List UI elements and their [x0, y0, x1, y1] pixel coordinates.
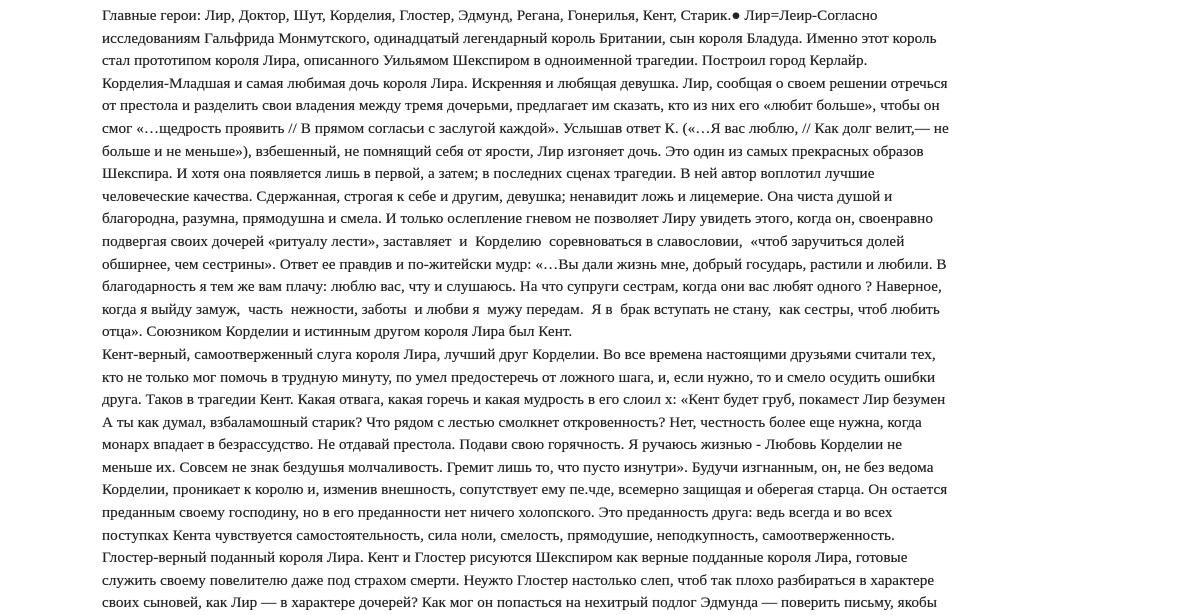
- text-line: друга. Таков в трагедии Кент. Какая отвага, какая горечь и какая мудрость в его слоил х: «Кент будет груб, покамест Лир безумен: [102, 391, 946, 409]
- text-line: человеческие качества. Сдержанная, строгая к себе и другим, девушка; ненавидит ложь и лицемерие. Она чиста душой и: [102, 187, 893, 205]
- text-line: кто не только мог помочь в трудную минуту, по умел предостеречь от ложного шага, и, если нужно, то и смело осудить ошибки: [102, 368, 936, 386]
- text-line: А ты как думал, взбаламошный старик? Что рядом с лестью смолкнет откровенность? Нет, честность более еще нужна, когда: [102, 413, 922, 431]
- text-line: поступках Кента чувствуется самостоятельность, сила ноли, смелость, прямодушие, неподкупность, самоотверженность.: [102, 526, 895, 544]
- text-line: меньше их. Совсем не знак бездушья молчаливость. Гремит лишь то, что пусто изнутри». Будучи изгнанным, он, не без ведома: [102, 458, 934, 476]
- text-line: Шекспира. И хотя она появляется лишь в первой, а затем; в последних сценах трагедии. В ней автор воплотил лучшие: [102, 165, 875, 183]
- text-line: подвергая своих дочерей «ритуалу лести», заставляет и Корделию соревноваться в славословии, «чтоб заручиться долей: [102, 232, 905, 250]
- text-line: смог «…щедрость проявить // В прямом согласьи с заслугой каждой». Услышав ответ К. («…Я вас люблю, // Как долг велит,— не: [102, 119, 949, 137]
- text-line: благородна, разумна, прямодушна и смела. И только ослепление гневом не позволяет Лиру увидеть этого, когда он, своенравно: [102, 210, 933, 228]
- text-line: Корделии, проникает к королю и, изменив внешность, сопутствует ему пе.чде, всемерно защищая и оберегая старца. Он остается: [102, 481, 948, 499]
- text-line: исследованиям Гальфрида Монмутского, одинадцатый легендарный король Британии, сын короля Бладуда. Именно этот король: [102, 29, 937, 47]
- text-line: больше и не меньше»), взбешенный, не помнящий себя от ярости, Лир изгоняет дочь. Это один из самых прекрасных образов: [102, 142, 924, 160]
- text-line: преданным своему господину, но в его преданности нет ничего холопского. Это преданность друга: ведь всегда и во всех: [102, 504, 893, 522]
- document-text: [102, 5, 1200, 615]
- text-line: Корделия-Младшая и самая любимая дочь короля Лира. Искренняя и любящая девушка. Лир, сообщая о своем решении отречься: [102, 74, 948, 92]
- text-line: от престола и разделить свои владения между тремя дочерьми, предлагает им сказать, кто из них его «любит больше», чтобы он: [102, 97, 940, 115]
- text-line: когда я выйду замуж, часть нежности, заботы и любви я мужу передам. Я в брак вступать не стану, как сестры, чтоб любить: [102, 300, 940, 318]
- text-line: своих сыновей, как Лир — в характере дочерей? Как мог он попасться на нехитрый подлог Эдмунда — поверить письму, якобы: [102, 594, 938, 612]
- text-line: Кент-верный, самоотверженный слуга короля Лира, лучший друг Корделии. Во все времена настоящими друзьями считали тех,: [102, 345, 936, 363]
- text-line: обширнее, чем сестрины». Ответ ее правдив и по-житейски мудр: «…Вы дали жизнь мне, добрый государь, растили и любили. В: [102, 255, 947, 273]
- text-line: служить своему повелителю даже под страхом смерти. Неужто Глостер настолько слеп, чтоб так плохо разбираться в характере: [102, 571, 935, 589]
- text-line: монарх впадает в безрассудство. Не отдавай престола. Подави свою горячность. Я ручаюсь жизнью - Любовь Корделии не: [102, 436, 903, 454]
- text-line: стал прототипом короля Лира, описанного Уильямом Шекспиром в одноименной трагедии. Построил город Керлайр.: [102, 52, 868, 70]
- text-line: благодарность я тем же вам плачу: люблю вас, чту и слушаюсь. На что супруги сестрам, когда они вас любят одного ? Наверное,: [102, 278, 942, 296]
- text-line: отца». Союзником Корделии и истинным другом короля Лира был Кент.: [102, 323, 573, 341]
- text-line: Главные герои: Лир, Доктор, Шут, Корделия, Глостер, Эдмунд, Регана, Гонерилья, Кент, Старик.● Лир=Леир-Согласно: [102, 7, 878, 24]
- text-line: Глостер-верный поданный короля Лира. Кент и Глостер рисуются Шекспиром как верные подданные короля Лира, готовые: [102, 549, 908, 567]
